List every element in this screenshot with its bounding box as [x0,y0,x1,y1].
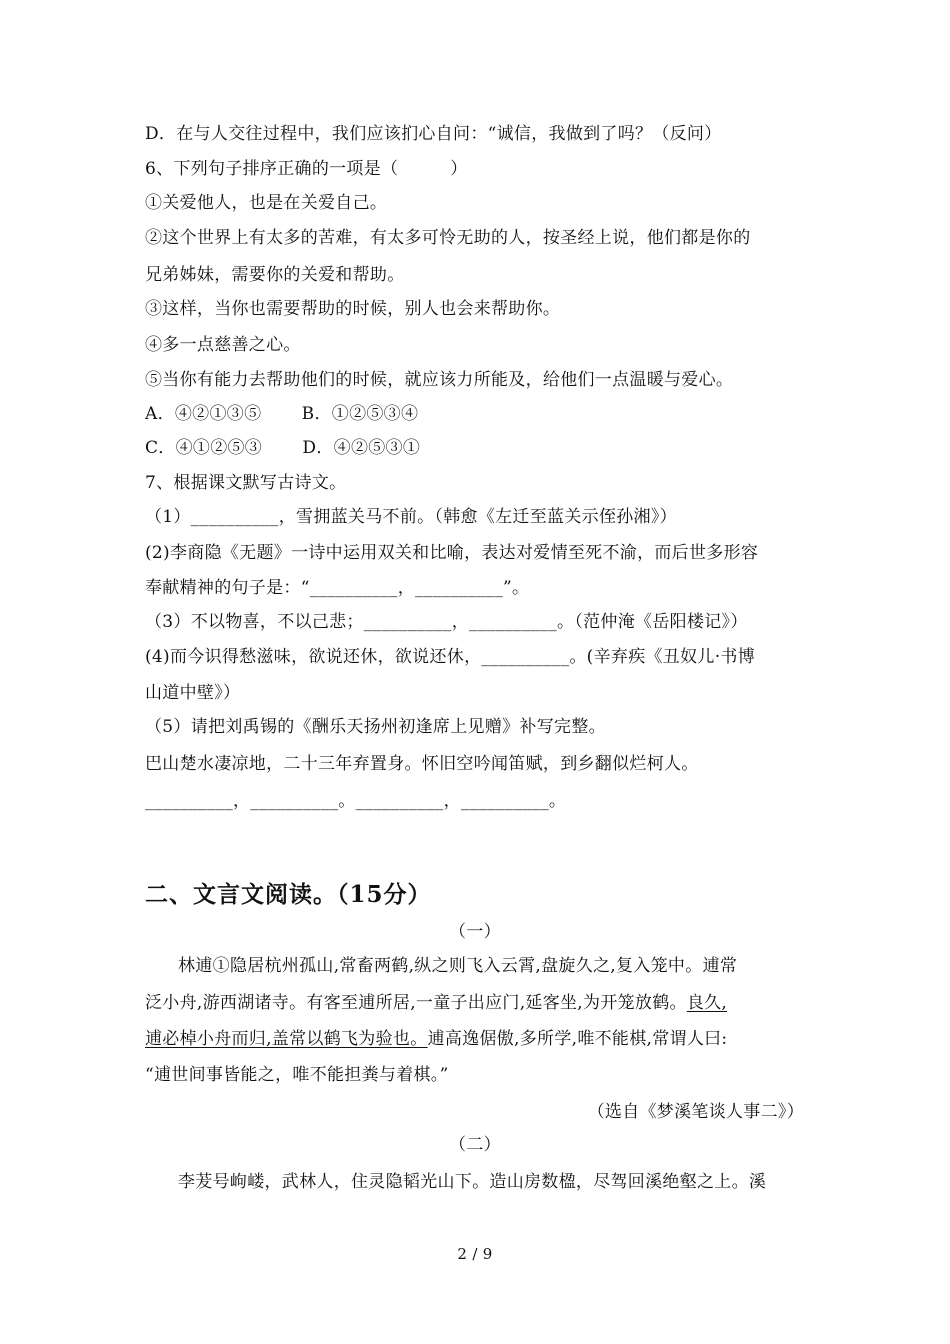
passage-2-line-1: 李茇号岣嵝，武林人，住灵隐韬光山下。造山房数楹，尽驾回溪绝壑之上。溪 [178,1172,767,1192]
q7-part-5: （5）请把刘禹锡的《酬乐天扬州初逢席上见赠》补写完整。 [145,717,606,737]
q6-options-ab: A．④②①③⑤ B．①②⑤③④ [145,404,419,424]
passage-1-line-1: 林逋①隐居杭州孤山,常畜两鹤,纵之则飞入云霄,盘旋久之,复入笼中。逋常 [178,956,738,976]
passage-1-line-4: “逋世间事皆能之，唯不能担粪与着棋。” [145,1065,449,1085]
q7-part-5-blanks: __________，__________。__________，__________。 [145,791,567,811]
part-1-label: （一） [449,922,501,942]
q6-sentence-1: ①关爱他人，也是在关爱自己。 [145,193,388,213]
q6-sentence-2a: ②这个世界上有太多的苦难，有太多可怜无助的人，按圣经上说，他们都是你的 [145,228,751,248]
q7-part-2a: (2)李商隐《无题》一诗中运用双关和比喻，表达对爱情至死不渝，而后世多形容 [145,543,759,563]
passage-1-line-2-text: 泛小舟,游西湖诸寺。有客至逋所居,一童子出应门,延客坐,为开笼放鹤。 [145,993,687,1013]
page-number: 2 / 9 [457,1245,493,1263]
q6-sentence-3: ③这样，当你也需要帮助的时候，别人也会来帮助你。 [145,299,561,319]
q6-sentence-4: ④多一点慈善之心。 [145,335,301,355]
q6-sentence-5: ⑤当你有能力去帮助他们的时候，就应该力所能及，给他们一点温暖与爱心。 [145,370,734,390]
q7-part-4a: (4)而今识得愁滋味，欲说还休，欲说还休，__________。(辛弃疾《丑奴儿·书博 [145,647,756,667]
section-2-title: 二、文言文阅读。（15分） [145,881,432,908]
part-2-label: （二） [449,1135,501,1155]
underlined-sentence-part-1: 良久, [686,993,728,1013]
q7-part-1: （1）__________，雪拥蓝关马不前。（韩愈《左迁至蓝关示侄孙湘》） [145,507,677,527]
passage-1-line-2 [145,992,727,1014]
q7-part-2b: 奉献精神的句子是：“__________，__________”。 [145,578,530,598]
q7-part-4b: 山道中壁》） [145,683,241,703]
q7-part-5-poem: 巴山楚水凄凉地，二十三年弃置身。怀旧空吟闻笛赋，到乡翻似烂柯人。 [145,754,699,774]
passage-1-line-3 [145,1028,727,1050]
underlined-sentence-part-2: 逋必棹小舟而归,盖常以鹤飞为验也。 [145,1029,428,1049]
q6-sentence-2b: 兄弟姊妹，需要你的关爱和帮助。 [145,265,405,285]
q5-option-d: D．在与人交往过程中，我们应该扪心自问：“诚信，我做到了吗？（反问） [145,124,722,144]
q7-part-3: （3）不以物喜，不以己悲；__________，__________。（范仲淹《岳阳楼记》） [145,612,748,632]
passage-1-source: （选自《梦溪笔谈人事二》） [587,1102,804,1122]
q7-stem: 7、根据课文默写古诗文。 [145,473,347,493]
passage-1-line-3-text: 逋高逸倨傲,多所学,唯不能棋,常谓人曰: [427,1029,728,1049]
q6-stem: 6、下列句子排序正确的一项是（ ） [145,159,468,179]
q6-options-cd: C．④①②⑤③ D．④②⑤③① [145,438,421,458]
